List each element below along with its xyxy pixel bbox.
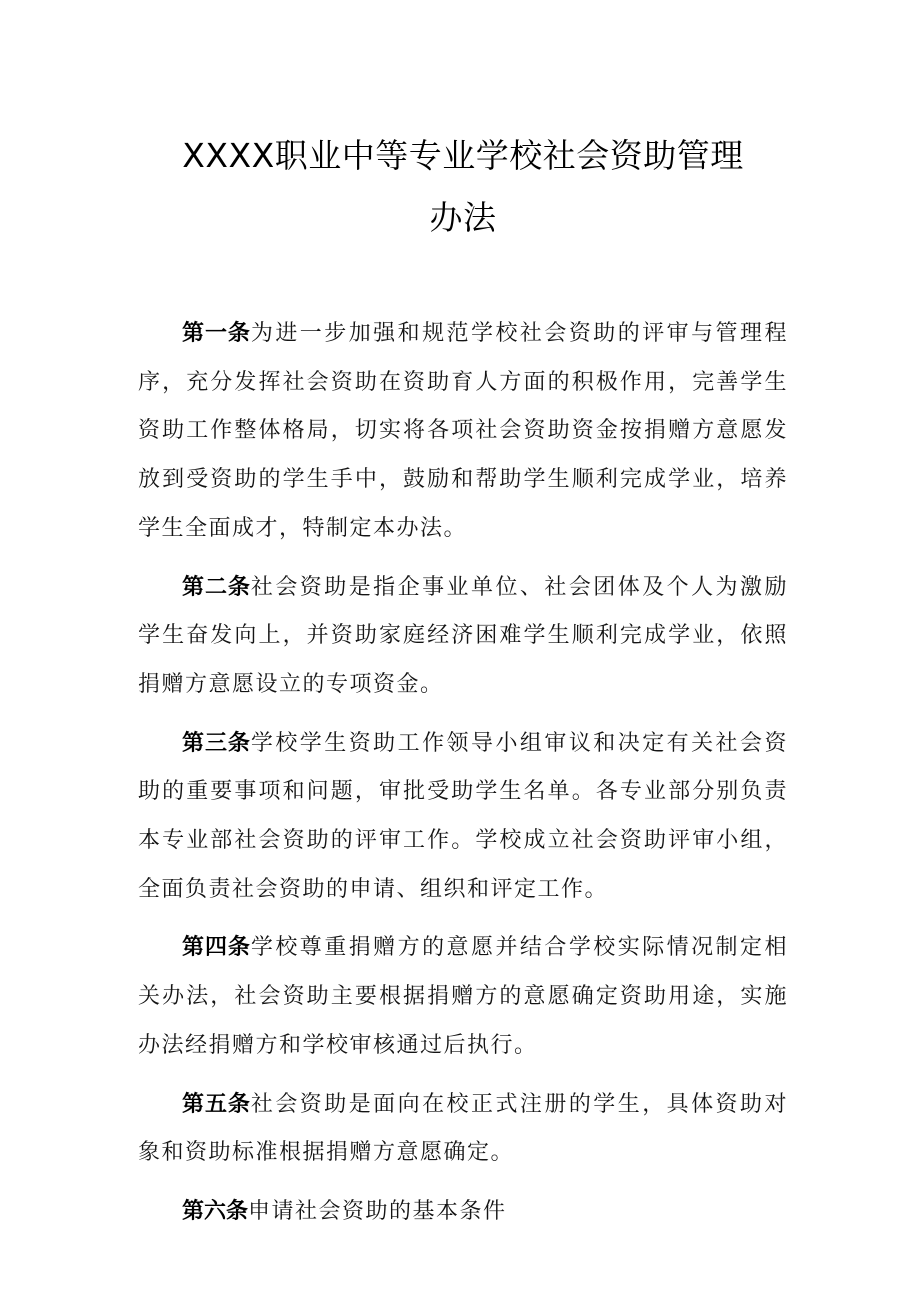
article-2 [138, 564, 788, 710]
article-2-heading: 第二条 [182, 574, 251, 600]
article-2-text: 社会资助是指企事业单位、社会团体及个人为激励学生奋发向上，并资助家庭经济困难学生顺利完成学业，依照捐赠方意愿设立的专项资金。 [138, 574, 788, 697]
article-3-heading: 第三条 [182, 730, 251, 756]
article-1-text: 为进一步加强和规范学校社会资助的评审与管理程序，充分发挥社会资助在资助育人方面的积极作用，完善学生资助工作整体格局，切实将各项社会资助资金按捐赠方意愿发放到受资助的学生手中，鼓励和帮助学生顺利完成学业，培养学生全面成才，特制定本办法。 [138, 321, 788, 541]
article-6-text: 申请社会资助的基本条件 [248, 1198, 507, 1224]
article-1 [138, 310, 788, 554]
article-5-heading: 第五条 [182, 1091, 251, 1117]
article-4-text: 学校尊重捐赠方的意愿并结合学校实际情况制定相关办法，社会资助主要根据捐赠方的意愿确定资助用途，实施办法经捐赠方和学校审核通过后执行。 [138, 935, 788, 1058]
title-line-2: 办法 [429, 198, 497, 237]
article-6 [138, 1188, 788, 1237]
article-6-heading: 第六条 [182, 1198, 249, 1224]
article-4 [138, 924, 788, 1070]
article-4-heading: 第四条 [182, 935, 251, 961]
document-body [138, 310, 788, 1237]
article-3-text: 学校学生资助工作领导小组审议和决定有关社会资助的重要事项和问题，审批受助学生名单。各专业部分别负责本专业部社会资助的评审工作。学校成立社会资助评审小组，全面负责社会资助的申请、组织和评定工作。 [138, 730, 788, 902]
article-1-heading: 第一条 [182, 321, 251, 346]
article-5 [138, 1081, 788, 1178]
title-line-1: XXXX职业中等专业学校社会资助管理 [182, 136, 744, 175]
document-title [138, 125, 788, 249]
article-5-text: 社会资助是面向在校正式注册的学生，具体资助对象和资助标准根据捐赠方意愿确定。 [138, 1091, 788, 1166]
article-3 [138, 720, 788, 915]
